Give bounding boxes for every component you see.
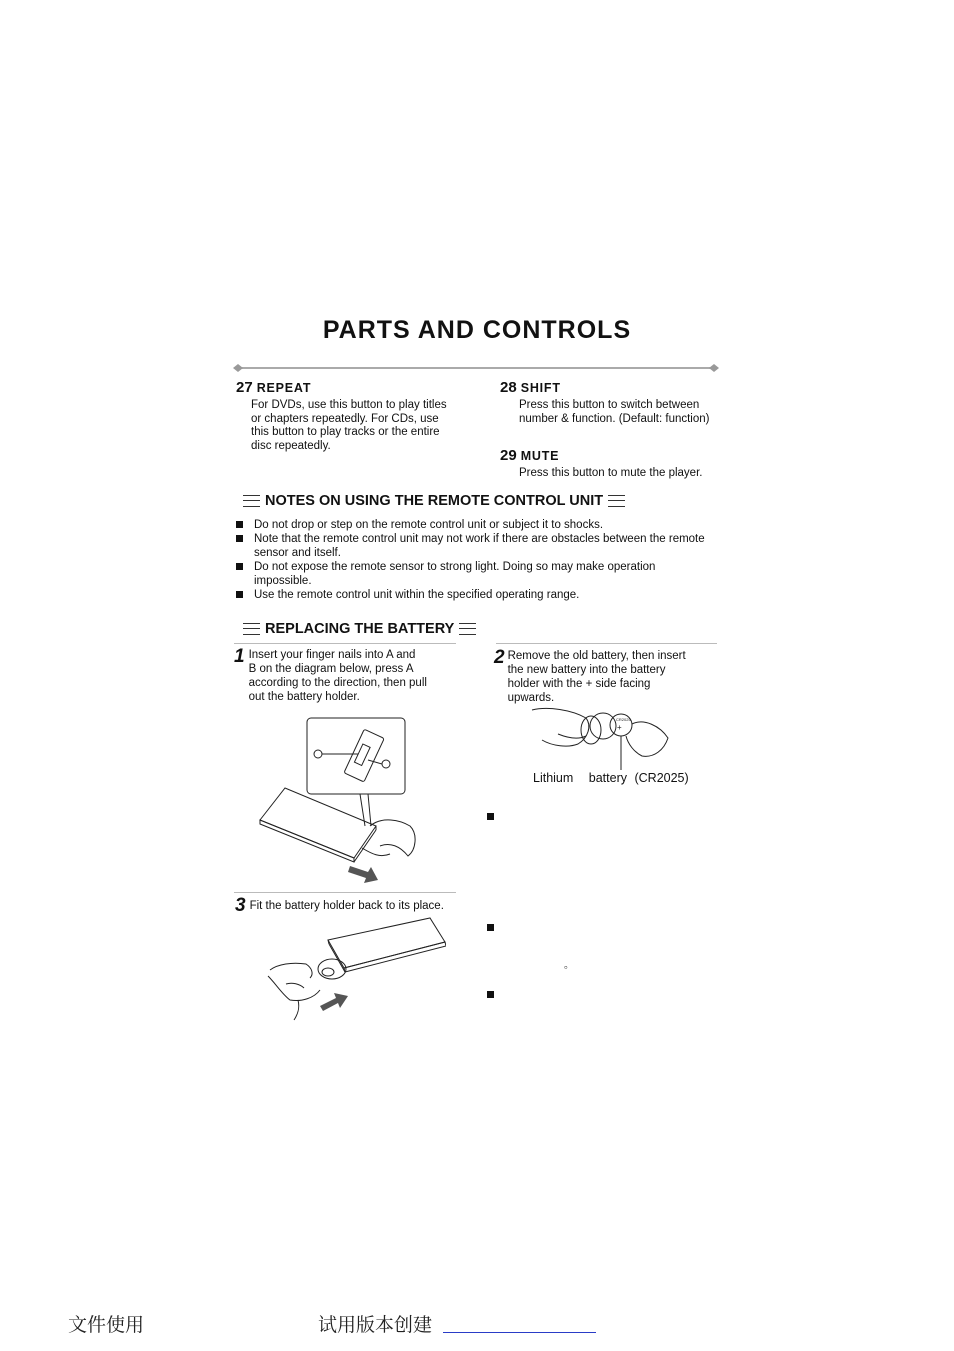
bullet-icon (236, 591, 243, 598)
remote-insert-illustration (262, 914, 446, 1022)
control-description: Press this button to switch between number & function. (Default: function) (519, 399, 710, 425)
lines-icon (243, 495, 260, 507)
bullet-icon (236, 563, 243, 570)
control-29 (500, 447, 702, 481)
step-number: 3 (235, 895, 246, 916)
control-name: REPEAT (256, 381, 312, 395)
step-3 (235, 897, 444, 915)
notes-heading-text: NOTES ON USING THE REMOTE CONTROL UNIT (265, 493, 604, 509)
lines-icon (243, 623, 260, 635)
battery-label-word2: battery (588, 771, 627, 785)
control-28 (500, 379, 710, 426)
list-item: Do not expose the remote sensor to strong light. Doing so may make operation impossible. (234, 560, 714, 588)
title-divider (232, 362, 720, 374)
step-1 (234, 648, 427, 704)
page-title: PARTS AND CONTROLS (322, 316, 632, 344)
step-text: Fit the battery holder back to its place. (249, 900, 444, 912)
control-name: MUTE (520, 449, 560, 463)
battery-label-word1: Lithium (533, 771, 574, 785)
list-item: Note that the remote control unit may not work if there are obstacles between the remote sensor and itself. (234, 532, 714, 560)
footer-link[interactable] (443, 1332, 596, 1333)
bullet-icon (236, 521, 243, 528)
control-number: 28 (500, 379, 517, 396)
list-item: Do not drop or step on the remote control unit or subject it to shocks. (234, 518, 714, 532)
footer-left: 文件使用 (68, 1314, 145, 1336)
control-description: For DVDs, use this button to play titles or chapters repeatedly. For CDs, use this button to play tracks or the entire disc repeatedly. (251, 399, 447, 452)
footer-right: 试用版本创建 (318, 1314, 433, 1336)
step2-rule (496, 643, 717, 644)
battery-label-model: (CR2025) (634, 771, 689, 785)
step-text: Remove the old battery, then insert the new battery into the battery holder with the + side facing upwards. (507, 650, 686, 704)
step-number: 1 (234, 646, 245, 667)
battery-heading (238, 621, 481, 637)
step3-rule (234, 892, 456, 893)
bullet-icon (487, 924, 494, 931)
lines-icon (608, 495, 625, 507)
lines-icon (459, 623, 476, 635)
step-number: 2 (494, 647, 505, 668)
bullet-icon (487, 991, 494, 998)
remote-pull-illustration (250, 716, 425, 888)
step-text: Insert your finger nails into A and B on the diagram below, press A according to the direction, then pull out the battery holder. (248, 649, 427, 703)
control-number: 29 (500, 447, 517, 464)
battery-insert-illustration (528, 704, 673, 772)
battery-heading-text: REPLACING THE BATTERY (265, 621, 455, 637)
control-description: Press this button to mute the player. (519, 467, 703, 479)
step1-rule (234, 643, 456, 644)
svg-text:+: + (617, 723, 622, 732)
list-item: Use the remote control unit within the specified operating range. (234, 588, 714, 602)
bullet-icon (236, 535, 243, 542)
control-number: 27 (236, 379, 253, 396)
step-2 (494, 649, 686, 705)
control-27 (236, 379, 447, 453)
notes-heading (238, 493, 630, 509)
notes-list (234, 518, 714, 602)
svg-text:CR2025: CR2025 (616, 717, 631, 722)
control-name: SHIFT (520, 381, 561, 395)
bullet-icon (487, 813, 494, 820)
stray-mark: 。 (564, 960, 574, 971)
battery-label (533, 771, 689, 785)
